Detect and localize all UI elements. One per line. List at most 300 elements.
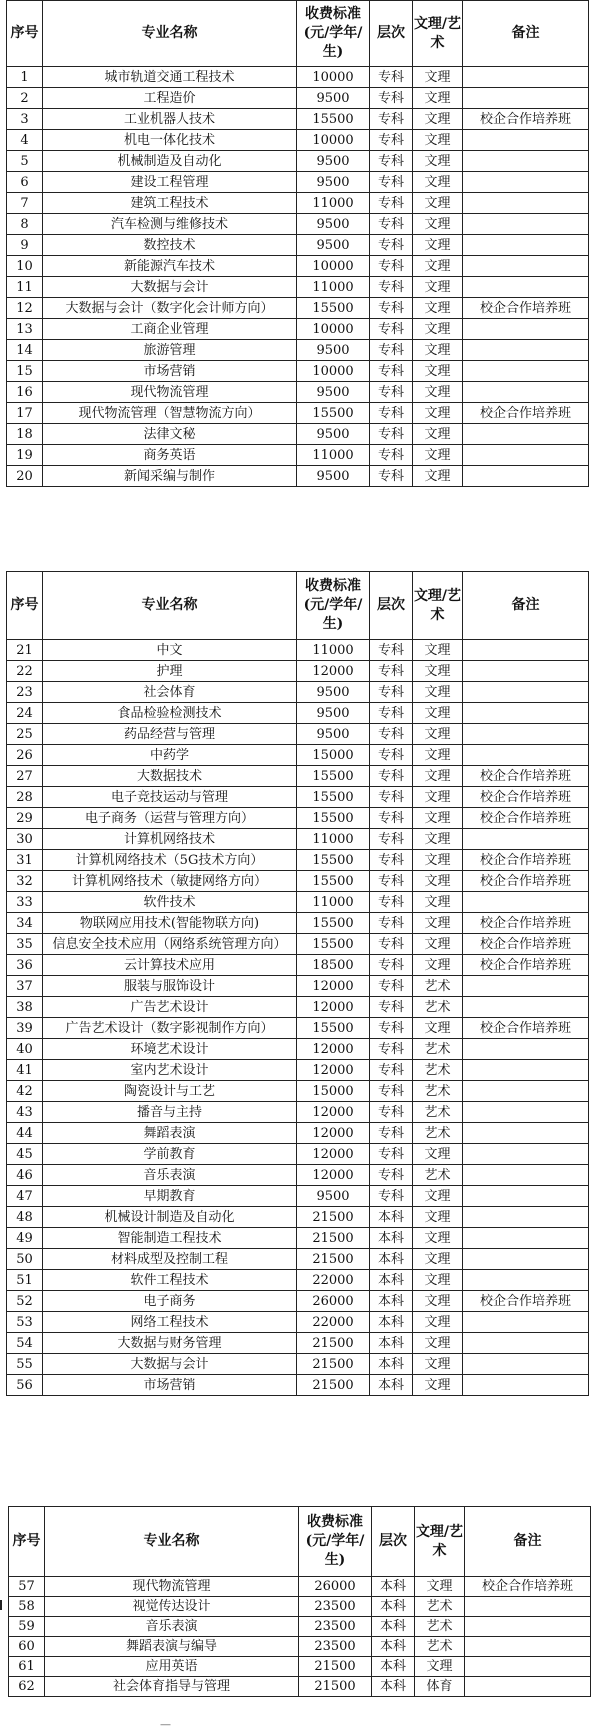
cell-index: 61	[9, 1657, 45, 1677]
cell-fee: 9500	[297, 214, 370, 235]
cell-index: 29	[7, 808, 43, 829]
cell-category: 文理	[413, 172, 463, 193]
cell-index: 45	[7, 1144, 43, 1165]
cell-fee: 9500	[297, 682, 370, 703]
cell-fee: 15500	[297, 403, 370, 424]
cell-note: 校企合作培养班	[463, 1018, 589, 1039]
cell-index: 50	[7, 1249, 43, 1270]
table-row	[7, 997, 589, 1018]
cell-fee: 23500	[299, 1597, 372, 1617]
cell-name: 药品经营与管理	[43, 724, 297, 745]
cell-note	[463, 1249, 589, 1270]
cell-note	[463, 1123, 589, 1144]
cell-index: 4	[7, 130, 43, 151]
cell-name: 法律文秘	[43, 424, 297, 445]
fee-table-1	[6, 0, 589, 487]
cell-note	[463, 67, 589, 88]
cell-note	[463, 1165, 589, 1186]
cell-fee: 15500	[297, 934, 370, 955]
cell-category: 艺术	[413, 1123, 463, 1144]
table-row	[7, 88, 589, 109]
cell-level: 专科	[370, 298, 413, 319]
table-row	[7, 1333, 589, 1354]
cell-index: 62	[9, 1677, 45, 1697]
table-row	[7, 445, 589, 466]
table-row	[7, 766, 589, 787]
cell-name: 新闻采编与制作	[43, 466, 297, 487]
table-row	[7, 850, 589, 871]
cell-index: 42	[7, 1081, 43, 1102]
cell-fee: 21500	[299, 1657, 372, 1677]
cell-fee: 9500	[297, 235, 370, 256]
cell-index: 32	[7, 871, 43, 892]
cell-category: 文理	[413, 745, 463, 766]
cell-name: 云计算技术应用	[43, 955, 297, 976]
cell-level: 专科	[370, 1165, 413, 1186]
cell-category: 文理	[413, 424, 463, 445]
cell-level: 专科	[370, 745, 413, 766]
cell-name: 大数据与财务管理	[43, 1333, 297, 1354]
cell-index: 18	[7, 424, 43, 445]
cell-name: 机电一体化技术	[43, 130, 297, 151]
cell-category: 文理	[413, 1228, 463, 1249]
cell-fee: 9500	[297, 88, 370, 109]
cell-category: 文理	[413, 214, 463, 235]
cell-category: 文理	[413, 703, 463, 724]
cell-level: 本科	[372, 1617, 415, 1637]
cell-note	[463, 88, 589, 109]
cell-note	[463, 445, 589, 466]
cell-name: 汽车检测与维修技术	[43, 214, 297, 235]
cell-name: 机械设计制造及自动化	[43, 1207, 297, 1228]
cell-index: 52	[7, 1291, 43, 1312]
cell-note	[463, 1312, 589, 1333]
cell-index: 41	[7, 1060, 43, 1081]
cell-fee: 26000	[297, 1291, 370, 1312]
cell-level: 专科	[370, 1123, 413, 1144]
cell-name: 旅游管理	[43, 340, 297, 361]
cell-name: 信息安全技术应用（网络系统管理方向）	[43, 934, 297, 955]
header-note: 备注	[463, 572, 589, 640]
cell-category: 文理	[413, 256, 463, 277]
cell-name: 早期教育	[43, 1186, 297, 1207]
table-row	[7, 1165, 589, 1186]
cell-level: 专科	[370, 1144, 413, 1165]
cell-index: 13	[7, 319, 43, 340]
table-row	[7, 1144, 589, 1165]
cell-level: 专科	[370, 934, 413, 955]
table-row	[7, 424, 589, 445]
table-row	[7, 871, 589, 892]
cell-category: 艺术	[413, 1165, 463, 1186]
cell-note: 校企合作培养班	[463, 850, 589, 871]
cell-index: 26	[7, 745, 43, 766]
header-name: 专业名称	[45, 1507, 299, 1577]
cell-category: 文理	[413, 808, 463, 829]
header-category: 文理/艺术	[413, 572, 463, 640]
table-row	[7, 787, 589, 808]
cell-level: 专科	[370, 88, 413, 109]
cell-name: 物联网应用技术(智能物联方向)	[43, 913, 297, 934]
cell-fee: 21500	[297, 1228, 370, 1249]
cell-level: 本科	[370, 1312, 413, 1333]
cell-level: 本科	[370, 1354, 413, 1375]
cell-name: 中文	[43, 640, 297, 661]
table-row	[7, 745, 589, 766]
table-header-row	[9, 1507, 591, 1577]
cell-note: 校企合作培养班	[463, 1291, 589, 1312]
table-row	[7, 1018, 589, 1039]
header-fee: 收费标准(元/学年/生)	[297, 1, 370, 67]
cell-name: 环境艺术设计	[43, 1039, 297, 1060]
header-level: 层次	[370, 1, 413, 67]
cell-fee: 12000	[297, 661, 370, 682]
cell-category: 文理	[413, 1354, 463, 1375]
cell-note	[463, 319, 589, 340]
table-row	[7, 892, 589, 913]
cell-index: 58	[9, 1597, 45, 1617]
cell-name: 材料成型及控制工程	[43, 1249, 297, 1270]
cell-level: 本科	[370, 1207, 413, 1228]
cell-level: 本科	[370, 1291, 413, 1312]
page-footer: —	[160, 1718, 171, 1731]
cell-name: 建设工程管理	[43, 172, 297, 193]
cell-note	[463, 829, 589, 850]
cell-index: 16	[7, 382, 43, 403]
table-row	[7, 913, 589, 934]
cell-note	[463, 724, 589, 745]
cell-category: 文理	[413, 67, 463, 88]
cell-category: 文理	[413, 1375, 463, 1396]
cell-index: 12	[7, 298, 43, 319]
header-category: 文理/艺术	[413, 1, 463, 67]
cell-index: 44	[7, 1123, 43, 1144]
fee-table-2	[6, 571, 589, 1396]
cell-index: 43	[7, 1102, 43, 1123]
cell-name: 城市轨道交通工程技术	[43, 67, 297, 88]
cell-index: 15	[7, 361, 43, 382]
cell-category: 文理	[413, 724, 463, 745]
cell-level: 专科	[370, 1102, 413, 1123]
cell-name: 食品检验检测技术	[43, 703, 297, 724]
cell-fee: 9500	[297, 172, 370, 193]
cell-level: 专科	[370, 1039, 413, 1060]
cell-level: 专科	[370, 1081, 413, 1102]
cell-index: 2	[7, 88, 43, 109]
cell-fee: 23500	[299, 1617, 372, 1637]
table-row	[7, 277, 589, 298]
cell-fee: 26000	[299, 1577, 372, 1597]
table-row	[9, 1577, 591, 1597]
cell-fee: 11000	[297, 445, 370, 466]
cell-note	[463, 151, 589, 172]
cell-index: 47	[7, 1186, 43, 1207]
cell-index: 36	[7, 955, 43, 976]
cell-level: 专科	[370, 892, 413, 913]
cell-note	[465, 1677, 591, 1697]
cell-fee: 12000	[297, 1102, 370, 1123]
cell-level: 专科	[370, 445, 413, 466]
cell-fee: 9500	[297, 424, 370, 445]
cell-level: 专科	[370, 130, 413, 151]
cell-fee: 15500	[297, 787, 370, 808]
cell-level: 本科	[370, 1249, 413, 1270]
cell-category: 文理	[413, 277, 463, 298]
cell-category: 文理	[413, 193, 463, 214]
table-row	[7, 976, 589, 997]
cell-index: 49	[7, 1228, 43, 1249]
cell-category: 文理	[413, 1312, 463, 1333]
cell-name: 音乐表演	[43, 1165, 297, 1186]
cell-name: 网络工程技术	[43, 1312, 297, 1333]
cell-name: 舞蹈表演	[43, 1123, 297, 1144]
cell-note	[465, 1617, 591, 1637]
cell-name: 商务英语	[43, 445, 297, 466]
cell-note	[463, 172, 589, 193]
cell-level: 本科	[372, 1657, 415, 1677]
cell-level: 专科	[370, 235, 413, 256]
cell-name: 音乐表演	[45, 1617, 299, 1637]
cell-fee: 15000	[297, 1081, 370, 1102]
cell-fee: 10000	[297, 256, 370, 277]
cell-category: 文理	[413, 466, 463, 487]
cell-category: 文理	[413, 766, 463, 787]
cell-category: 艺术	[413, 976, 463, 997]
cell-note	[463, 214, 589, 235]
cell-index: 51	[7, 1270, 43, 1291]
cell-index: 39	[7, 1018, 43, 1039]
cell-note: 校企合作培养班	[463, 787, 589, 808]
table-row	[7, 1312, 589, 1333]
cell-level: 专科	[370, 976, 413, 997]
cell-note	[463, 130, 589, 151]
cell-category: 文理	[413, 1144, 463, 1165]
table-row	[7, 1249, 589, 1270]
cell-name: 市场营销	[43, 361, 297, 382]
cell-fee: 12000	[297, 1060, 370, 1081]
cell-name: 现代物流管理（智慧物流方向）	[43, 403, 297, 424]
cell-level: 专科	[370, 172, 413, 193]
cell-level: 本科	[372, 1577, 415, 1597]
cell-index: 24	[7, 703, 43, 724]
table-row	[7, 172, 589, 193]
cell-note: 校企合作培养班	[463, 934, 589, 955]
cell-level: 专科	[370, 724, 413, 745]
table-row	[7, 1060, 589, 1081]
header-note: 备注	[463, 1, 589, 67]
cell-index: 1	[7, 67, 43, 88]
cell-name: 大数据与会计	[43, 277, 297, 298]
cell-level: 专科	[370, 955, 413, 976]
cell-level: 专科	[370, 382, 413, 403]
cell-category: 文理	[413, 235, 463, 256]
cell-index: 20	[7, 466, 43, 487]
cell-level: 专科	[370, 913, 413, 934]
cell-level: 专科	[370, 214, 413, 235]
cell-level: 专科	[370, 829, 413, 850]
cell-index: 60	[9, 1637, 45, 1657]
table-row	[9, 1677, 591, 1697]
cell-note: 校企合作培养班	[463, 955, 589, 976]
table-row	[7, 256, 589, 277]
cell-category: 文理	[413, 892, 463, 913]
cell-fee: 21500	[297, 1207, 370, 1228]
cell-note	[463, 382, 589, 403]
cell-name: 数控技术	[43, 235, 297, 256]
cell-index: 30	[7, 829, 43, 850]
cell-note	[463, 1039, 589, 1060]
cell-level: 专科	[370, 1186, 413, 1207]
cell-index: 38	[7, 997, 43, 1018]
table-row	[7, 724, 589, 745]
cell-level: 专科	[370, 661, 413, 682]
cell-level: 专科	[370, 340, 413, 361]
cell-index: 23	[7, 682, 43, 703]
cell-level: 本科	[370, 1333, 413, 1354]
cell-level: 专科	[370, 640, 413, 661]
cell-category: 艺术	[413, 1081, 463, 1102]
cell-name: 计算机网络技术（5G技术方向）	[43, 850, 297, 871]
cell-fee: 12000	[297, 1123, 370, 1144]
cell-index: 7	[7, 193, 43, 214]
cell-index: 3	[7, 109, 43, 130]
cell-level: 本科	[372, 1677, 415, 1697]
table-row	[7, 1123, 589, 1144]
cell-index: 8	[7, 214, 43, 235]
cell-note: 校企合作培养班	[465, 1577, 591, 1597]
cell-index: 35	[7, 934, 43, 955]
cell-fee: 23500	[299, 1637, 372, 1657]
cell-fee: 11000	[297, 193, 370, 214]
cell-category: 文理	[413, 871, 463, 892]
cell-index: 33	[7, 892, 43, 913]
cell-level: 专科	[370, 109, 413, 130]
cell-note	[463, 997, 589, 1018]
cell-level: 专科	[370, 193, 413, 214]
table-row	[7, 1102, 589, 1123]
cell-name: 服装与服饰设计	[43, 976, 297, 997]
cell-note	[463, 640, 589, 661]
cell-category: 文理	[413, 403, 463, 424]
cell-name: 电子商务	[43, 1291, 297, 1312]
cell-name: 建筑工程技术	[43, 193, 297, 214]
cell-category: 文理	[413, 640, 463, 661]
cell-index: 55	[7, 1354, 43, 1375]
cell-note	[463, 235, 589, 256]
cell-note: 校企合作培养班	[463, 913, 589, 934]
cell-note	[463, 277, 589, 298]
header-index: 序号	[7, 1, 43, 67]
cell-category: 文理	[413, 88, 463, 109]
cell-fee: 12000	[297, 1165, 370, 1186]
cell-fee: 12000	[297, 1039, 370, 1060]
cell-note: 校企合作培养班	[463, 871, 589, 892]
fee-table-3	[8, 1506, 591, 1697]
cell-category: 文理	[413, 298, 463, 319]
cell-fee: 9500	[297, 340, 370, 361]
header-name: 专业名称	[43, 572, 297, 640]
table-row	[7, 382, 589, 403]
table-row	[9, 1637, 591, 1657]
table-row	[7, 466, 589, 487]
cell-note	[463, 1228, 589, 1249]
cell-name: 中药学	[43, 745, 297, 766]
cell-note	[463, 466, 589, 487]
table-row	[7, 1081, 589, 1102]
cell-index: 5	[7, 151, 43, 172]
cell-index: 54	[7, 1333, 43, 1354]
cell-level: 专科	[370, 151, 413, 172]
cell-note	[463, 193, 589, 214]
cell-level: 专科	[370, 850, 413, 871]
cell-name: 现代物流管理	[45, 1577, 299, 1597]
cell-index: 56	[7, 1375, 43, 1396]
table-row	[7, 661, 589, 682]
cell-name: 社会体育指导与管理	[45, 1677, 299, 1697]
cell-name: 舞蹈表演与编导	[45, 1637, 299, 1657]
cell-level: 本科	[372, 1637, 415, 1657]
cell-level: 专科	[370, 997, 413, 1018]
cell-category: 文理	[413, 934, 463, 955]
table-header-row	[7, 572, 589, 640]
cell-level: 专科	[370, 787, 413, 808]
cell-fee: 10000	[297, 361, 370, 382]
cell-category: 文理	[413, 1018, 463, 1039]
cell-name: 工商企业管理	[43, 319, 297, 340]
cell-category: 体育	[415, 1677, 465, 1697]
cell-fee: 10000	[297, 67, 370, 88]
cell-fee: 9500	[297, 151, 370, 172]
cell-fee: 21500	[297, 1333, 370, 1354]
cell-category: 艺术	[413, 1039, 463, 1060]
cell-name: 社会体育	[43, 682, 297, 703]
table-row	[7, 340, 589, 361]
cell-index: 48	[7, 1207, 43, 1228]
cell-category: 艺术	[415, 1597, 465, 1617]
header-level: 层次	[370, 572, 413, 640]
cell-fee: 10000	[297, 130, 370, 151]
table-row	[7, 808, 589, 829]
table-row	[7, 640, 589, 661]
cell-category: 文理	[413, 319, 463, 340]
cell-note	[463, 745, 589, 766]
cell-level: 专科	[370, 319, 413, 340]
cell-fee: 11000	[297, 829, 370, 850]
table-row	[7, 934, 589, 955]
cell-note	[463, 1333, 589, 1354]
cell-category: 文理	[415, 1577, 465, 1597]
cell-fee: 9500	[297, 724, 370, 745]
cell-level: 专科	[370, 466, 413, 487]
cell-index: 11	[7, 277, 43, 298]
cell-note	[463, 1102, 589, 1123]
cell-level: 本科	[372, 1597, 415, 1617]
cell-fee: 12000	[297, 997, 370, 1018]
cell-index: 14	[7, 340, 43, 361]
cell-name: 室内艺术设计	[43, 1060, 297, 1081]
cell-note	[463, 256, 589, 277]
cell-note	[463, 1060, 589, 1081]
cell-level: 专科	[370, 682, 413, 703]
cell-index: 40	[7, 1039, 43, 1060]
table-row	[7, 1207, 589, 1228]
table-row	[7, 298, 589, 319]
cell-level: 专科	[370, 256, 413, 277]
table-row	[7, 1228, 589, 1249]
header-fee: 收费标准(元/学年/生)	[299, 1507, 372, 1577]
cell-level: 专科	[370, 424, 413, 445]
cell-note: 校企合作培养班	[463, 808, 589, 829]
